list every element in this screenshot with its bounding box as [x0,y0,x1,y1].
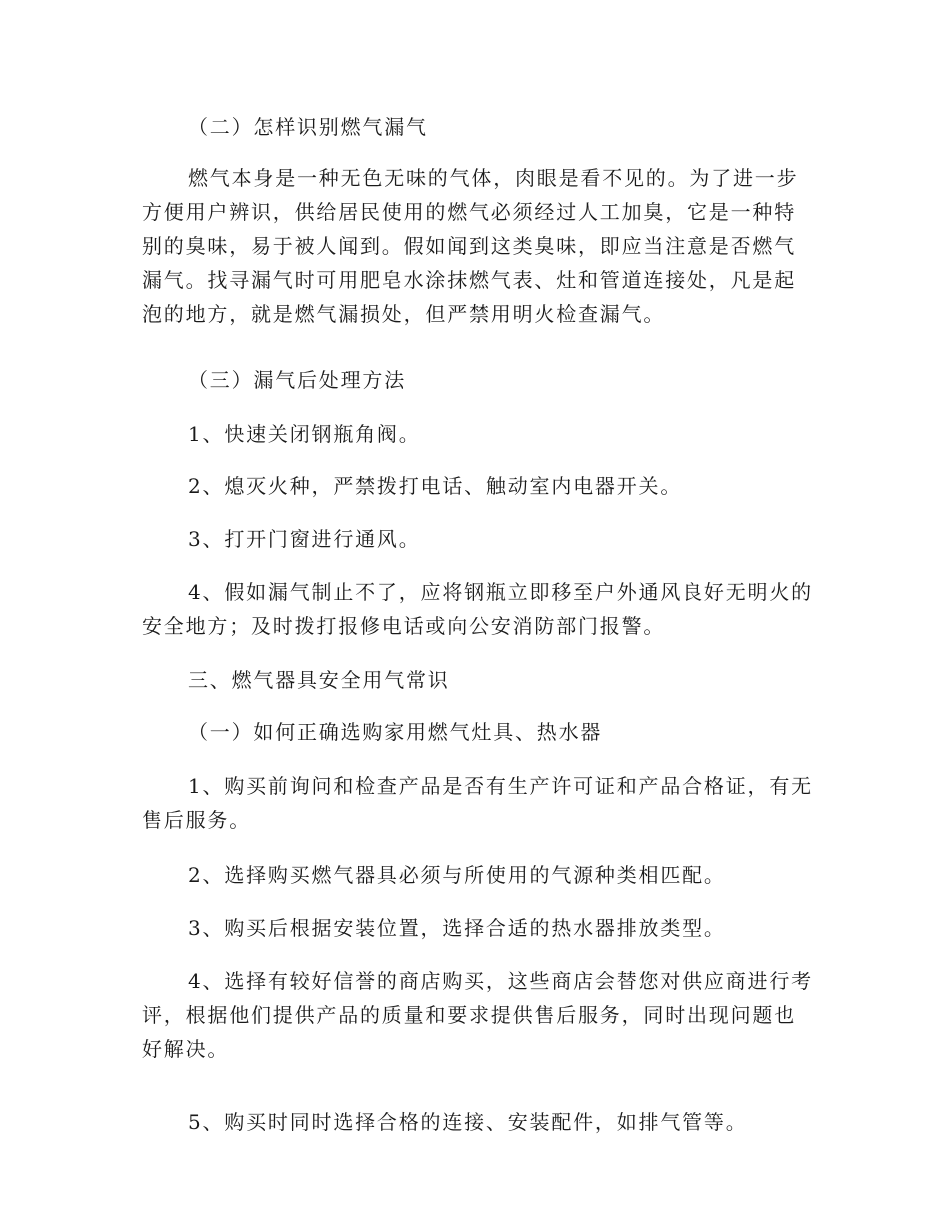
paragraph-move-cylinder: 4、假如漏气制止不了，应将钢瓶立即移至户外通风良好无明火的安全地方；及时拨打报修电话或向公安消防部门报警。 [142,580,813,638]
list-item-extinguish-fire: 2、熄灭火种，严禁拨打电话、触动室内电器开关。 [188,474,683,498]
section-heading-leak-handling: （三）漏气后处理方法 [188,368,406,392]
list-item-ventilate: 3、打开门窗进行通风。 [188,527,421,551]
paragraph-reputable-store: 4、选择有较好信誉的商店购买，这些商店会替您对供应商进行考评，根据他们提供产品的质量和要求提供售后服务，同时出现问题也好解决。 [142,969,813,1061]
list-item-fittings: 5、购买时同时选择合格的连接、安装配件，如排气管等。 [188,1110,748,1134]
list-item-close-valve: 1、快速关闭钢瓶角阀。 [188,422,421,446]
list-item-match-gas-type: 2、选择购买燃气器具必须与所使用的气源种类相匹配。 [188,863,726,887]
paragraph-gas-leak-identification: 燃气本身是一种无色无味的气体，肉眼是看不见的。为了进一步方便用户辨识，供给居民使用的燃气必须经过人工加臭，它是一种特别的臭味，易于被人闻到。假如闻到这类臭味，即应当注意是否燃气漏气。找寻漏气时可用肥皂水涂抹燃气表、灶和管道连接处，凡是起泡的地方，就是燃气漏损处，但严禁用明火检查漏气。 [142,166,799,326]
section-heading-choosing-appliances: （一）如何正确选购家用燃气灶具、热水器 [188,720,603,744]
paragraph-check-certificates: 1、购买前询问和检查产品是否有生产许可证和产品合格证，有无售后服务。 [142,774,813,832]
section-heading-appliance-safety: 三、燃气器具安全用气常识 [188,668,450,692]
list-item-exhaust-type: 3、购买后根据安装位置，选择合适的热水器排放类型。 [188,916,726,940]
section-heading-gas-leak-identification: （二）怎样识别燃气漏气 [188,115,428,139]
